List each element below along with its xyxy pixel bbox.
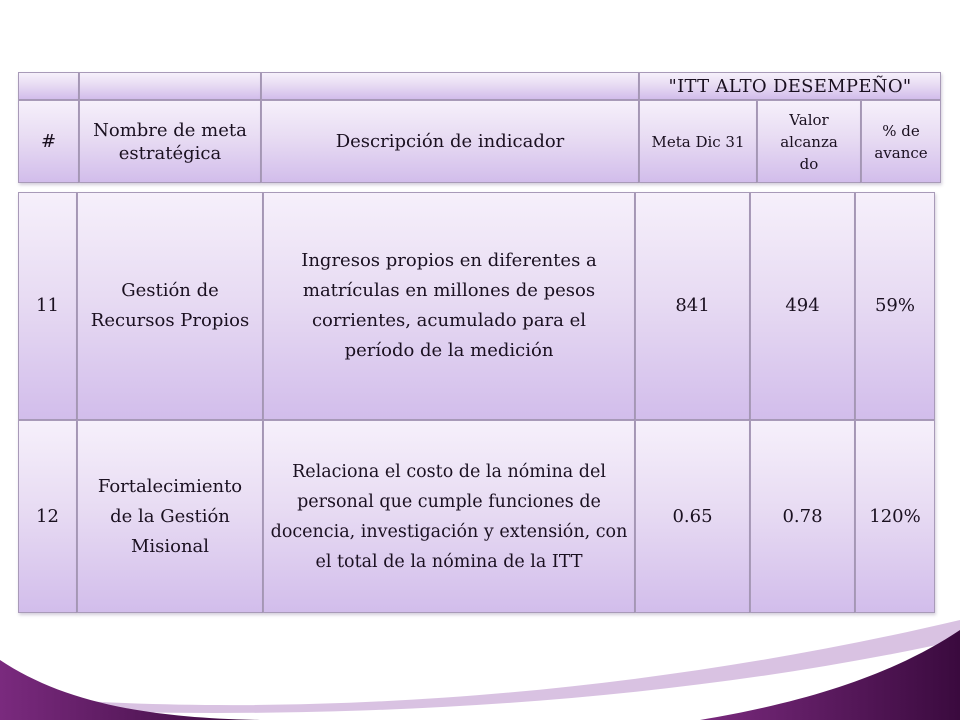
table-title-text: "ITT ALTO DESEMPEÑO" bbox=[668, 75, 912, 97]
row-2-num-text: 12 bbox=[36, 505, 59, 527]
header-nombre bbox=[79, 100, 261, 183]
row-1-valor bbox=[750, 192, 855, 420]
header-num-label: # bbox=[40, 131, 57, 152]
row-1-avance bbox=[855, 192, 935, 420]
row-2-descripcion bbox=[263, 420, 635, 613]
header-valor bbox=[757, 100, 861, 183]
row-1-meta-text: 841 bbox=[675, 295, 710, 316]
row-1-nombre bbox=[77, 192, 263, 420]
row-2-valor bbox=[750, 420, 855, 613]
footer-swoosh-decoration bbox=[0, 600, 960, 720]
row-1-meta bbox=[635, 192, 750, 420]
header-avance-label: % de avance bbox=[874, 121, 928, 162]
row-1-num bbox=[18, 192, 77, 420]
header-descripcion bbox=[261, 100, 639, 183]
header-nombre-label: Nombre de meta estratégica bbox=[93, 119, 247, 164]
row-2-meta-text: 0.65 bbox=[672, 505, 713, 527]
header-avance bbox=[861, 100, 941, 183]
row-1-valor-text: 494 bbox=[785, 295, 820, 316]
row-2-avance-text: 120% bbox=[869, 505, 921, 527]
header-num bbox=[18, 100, 79, 183]
header-valor-label: Valor alcanza do bbox=[780, 110, 838, 173]
row-2-meta bbox=[635, 420, 750, 613]
header-descripcion-label: Descripción de indicador bbox=[335, 131, 565, 152]
row-1-avance-text: 59% bbox=[874, 295, 915, 316]
header-blank-3 bbox=[261, 72, 639, 100]
table-title bbox=[639, 72, 941, 100]
row-2-valor-text: 0.78 bbox=[782, 505, 823, 527]
row-2-nombre-text: Fortalecimiento de la Gestión Misional bbox=[97, 475, 243, 557]
row-1-descripcion-text: Ingresos propios en diferentes a matrículas en millones de pesos corrientes, acumulado para el período de la medición bbox=[301, 250, 597, 361]
header-blank-2 bbox=[79, 72, 261, 100]
header-meta-label: Meta Dic 31 bbox=[651, 132, 745, 151]
row-2-num bbox=[18, 420, 77, 613]
row-1-descripcion bbox=[263, 192, 635, 420]
header-meta bbox=[639, 100, 757, 183]
row-2-descripcion-text: Relaciona el costo de la nómina del personal que cumple funciones de docencia, investigación y extensión, con el total de la nómina de la ITT bbox=[270, 461, 628, 572]
row-2-avance bbox=[855, 420, 935, 613]
row-1-num-text: 11 bbox=[36, 295, 59, 316]
row-1-nombre-text: Gestión de Recursos Propios bbox=[90, 280, 250, 331]
row-2-nombre bbox=[77, 420, 263, 613]
header-blank-1 bbox=[18, 72, 79, 100]
